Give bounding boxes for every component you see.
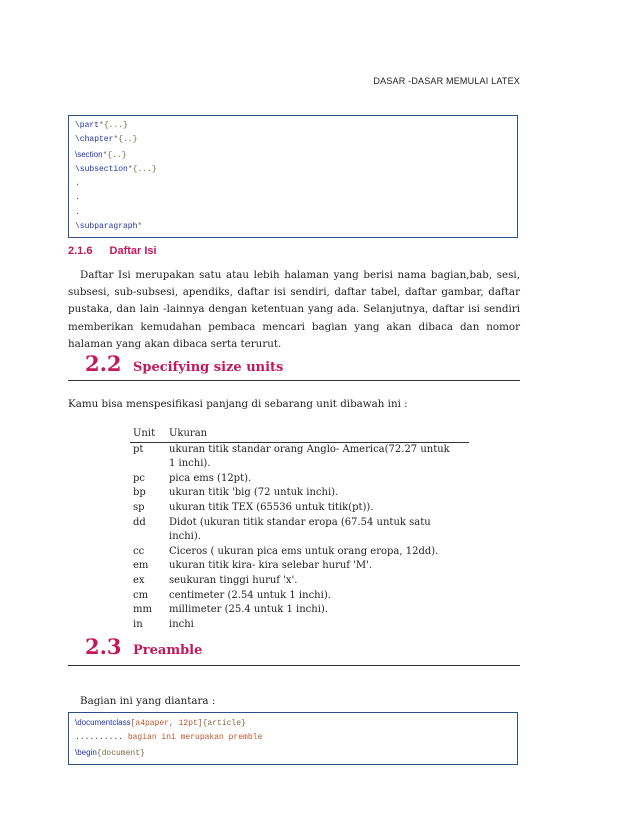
- table-header-ukuran: Ukuran: [166, 427, 469, 442]
- unit-cell: dd: [133, 516, 146, 528]
- code-comment: bagian ini merupakan premble: [123, 733, 263, 743]
- code-line: [75, 177, 511, 191]
- code-command: \chapter: [75, 135, 114, 145]
- table-row: [130, 516, 469, 545]
- table-row: [130, 589, 469, 604]
- subsection-title: Daftar Isi: [109, 245, 157, 257]
- code-command: \documentclass: [75, 718, 131, 727]
- code-listing-sectioning: [68, 115, 518, 238]
- table-row: [130, 472, 469, 487]
- code-line: [75, 133, 511, 147]
- description-cell: ukuran titik kira- kira selebar huruf 'M'.: [169, 560, 373, 572]
- description-cell: Didot (ukuran titik standar eropa (67.54 untuk satu inchi).: [169, 516, 431, 543]
- table-row: [130, 501, 469, 516]
- code-command: .: [75, 207, 80, 217]
- table-row: [130, 559, 469, 574]
- unit-cell: cm: [133, 589, 149, 601]
- code-argument: {document}: [96, 748, 145, 758]
- table-row: [130, 442, 469, 472]
- table-header-unit: Unit: [130, 427, 166, 442]
- code-line: [75, 220, 511, 234]
- description-cell: millimeter (25.4 untuk 1 inchi).: [169, 604, 328, 616]
- paragraph-daftar-isi: Daftar Isi merupakan satu atau lebih halaman yang berisi nama bagian,bab, sesi, subsesi, sub-subsesi, apendiks, daftar isi sendiri, daftar tabel, daftar gambar, daftar pustaka, dan lain -lainnya dengan ketentuan yang ada. Selanjutnya, daftar isi sendiri memberikan kemudahan pembaca mencari bagian yang akan dibaca dan nomor halaman yang akan dibaca serta terurut.: [68, 269, 520, 350]
- section-heading-size-units: [85, 351, 283, 376]
- code-line: [75, 191, 511, 205]
- table-row: [130, 486, 469, 501]
- code-line: [75, 163, 511, 177]
- code-argument: {article}: [202, 719, 246, 728]
- section-rule: [68, 665, 520, 666]
- code-line: [75, 716, 511, 731]
- section-heading-preamble: [85, 634, 202, 659]
- subsection-number: 2.1.6: [68, 245, 93, 257]
- code-command: \subparagraph: [75, 222, 138, 232]
- description-cell: ukuran titik standar orang Anglo- America(72.27 untuk 1 inchi).: [169, 443, 450, 470]
- unit-cell: sp: [133, 501, 145, 513]
- unit-cell: pt: [133, 443, 144, 455]
- code-argument: *{...}: [127, 164, 157, 174]
- code-command: \part: [75, 121, 100, 130]
- code-argument: *{..}: [113, 135, 138, 145]
- section-title: Preamble: [133, 643, 203, 658]
- description-cell: inchi: [169, 618, 194, 630]
- code-command: \section: [75, 149, 103, 159]
- code-argument: *{...}: [99, 121, 128, 130]
- description-cell: ukuran titik TEX (65536 untuk titik(pt)).: [169, 501, 374, 513]
- table-row: [130, 618, 469, 633]
- code-line: [75, 119, 511, 133]
- table-row: [130, 545, 469, 560]
- code-argument: *: [137, 222, 143, 232]
- table-row: [130, 603, 469, 618]
- code-command: .: [75, 179, 80, 189]
- paragraph-units-intro: Kamu bisa menspesifikasi panjang di sebarang unit dibawah ini :: [68, 398, 408, 410]
- code-line: [75, 148, 511, 163]
- description-cell: centimeter (2.54 untuk 1 inchi).: [169, 589, 331, 601]
- description-cell: Ciceros ( ukuran pica ems untuk orang eropa, 12dd).: [169, 545, 439, 557]
- code-command: \subsection: [75, 164, 128, 174]
- code-dots: ..........: [75, 733, 124, 743]
- unit-cell: em: [133, 560, 149, 572]
- code-listing-preamble: [68, 712, 518, 765]
- running-header: DASAR -DASAR MEMULAI LATEX: [373, 76, 520, 86]
- code-command: \begin: [75, 747, 97, 757]
- code-command: .: [75, 193, 80, 203]
- table-row: [130, 574, 469, 589]
- table-header-row: [130, 427, 469, 442]
- code-option: [a4paper, 12pt]: [130, 719, 203, 728]
- unit-cell: in: [133, 618, 143, 630]
- unit-cell: bp: [133, 487, 146, 499]
- section-number: 2.3: [85, 634, 122, 659]
- description-cell: pica ems (12pt).: [169, 472, 252, 484]
- description-cell: ukuran titik 'big (72 untuk inchi).: [169, 487, 339, 499]
- unit-cell: ex: [133, 574, 145, 586]
- units-table: [130, 427, 469, 632]
- section-title: Specifying size units: [133, 360, 284, 375]
- unit-cell: pc: [133, 472, 146, 484]
- section-number: 2.2: [85, 351, 122, 376]
- unit-cell: cc: [133, 545, 145, 557]
- section-rule: [68, 380, 520, 381]
- subsection-heading-daftar-isi: [68, 245, 157, 257]
- code-line: [75, 731, 511, 745]
- description-cell: seukuran tinggi huruf 'x'.: [169, 574, 298, 586]
- unit-cell: mm: [133, 604, 152, 616]
- code-argument: *{..}: [102, 150, 127, 160]
- paragraph-preamble-intro: Bagian ini yang diantara :: [80, 695, 216, 707]
- code-line: [75, 206, 511, 220]
- code-line: [75, 746, 511, 761]
